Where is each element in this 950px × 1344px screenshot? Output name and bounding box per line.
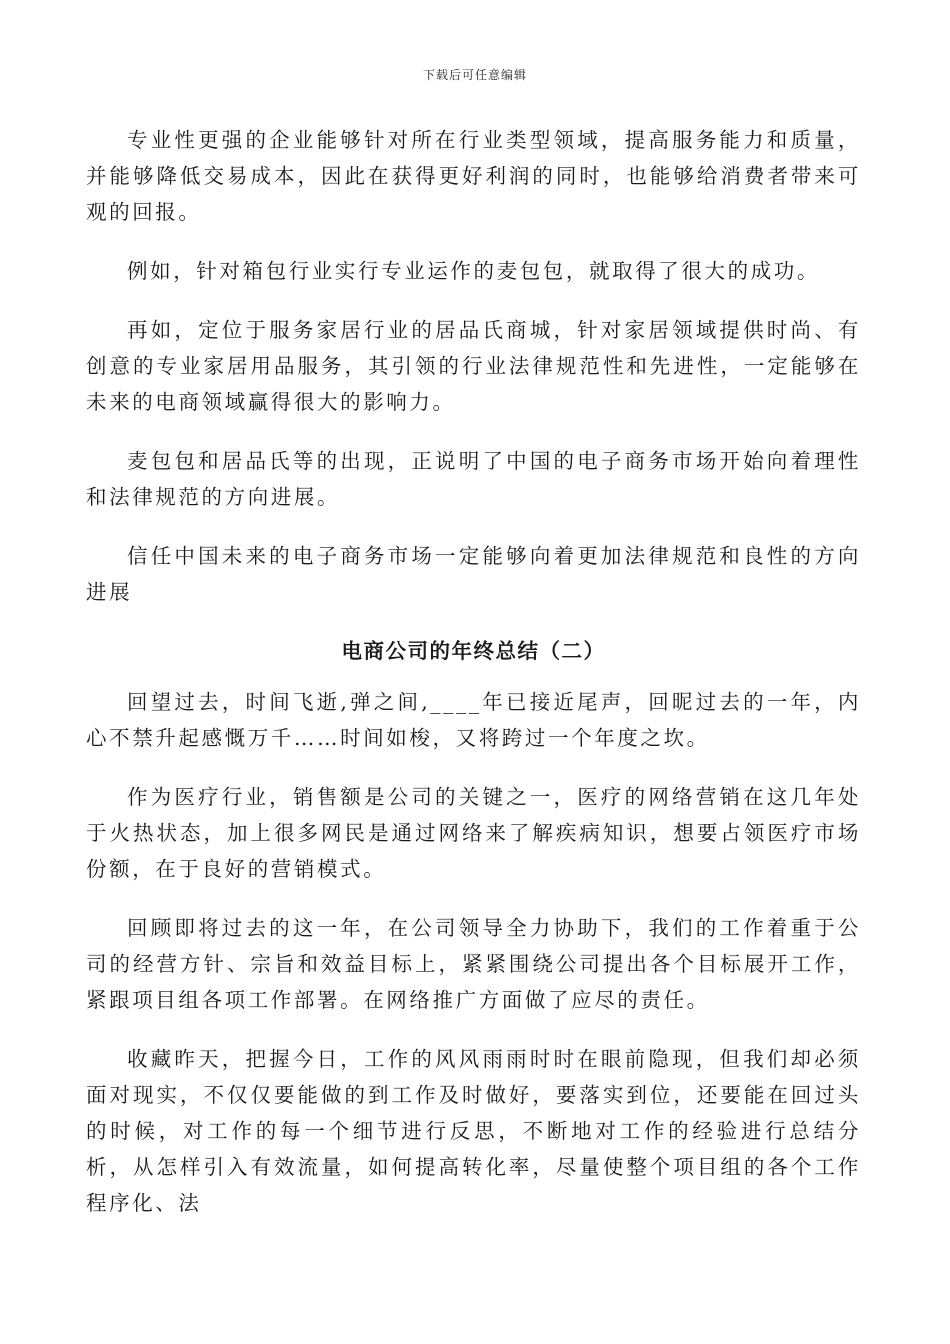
paragraph: 信任中国未来的电子商务市场一定能够向着更加法律规范和良性的方向进展	[86, 544, 861, 604]
page-header-note: 下载后可任意编辑	[422, 68, 527, 82]
paragraph: 作为医疗行业，销售额是公司的关键之一，医疗的网络营销在这几年处于火热状态，加上很多网民是通过网络来了解疾病知识，想要占领医疗市场份额，在于良好的营销模式。	[86, 785, 861, 881]
paragraph: 例如，针对箱包行业实行专业运作的麦包包，就取得了很大的成功。	[127, 259, 820, 283]
paragraph: 回望过去，时间飞逝,弹之间,____年已接近尾声，回昵过去的一年，内心不禁升起感慨万千……时间如梭，又将跨过一个年度之坎。	[86, 690, 861, 750]
paragraph: 麦包包和居品氏等的出现，正说明了中国的电子商务市场开始向着理性和法律规范的方向进展。	[86, 449, 861, 509]
paragraph: 再如，定位于服务家居行业的居品氏商城，针对家居领域提供时尚、有创意的专业家居用品服务，其引领的行业法律规范性和先进性，一定能够在未来的电商领域赢得很大的影响力。	[86, 318, 861, 414]
document-body	[86, 122, 861, 1244]
paragraph: 专业性更强的企业能够针对所在行业类型领域，提高服务能力和质量，并能够降低交易成本，因此在获得更好利润的同时，也能够给消费者带来可观的回报。	[86, 128, 861, 224]
paragraph: 回顾即将过去的这一年，在公司领导全力协助下，我们的工作着重于公司的经营方针、宗旨和效益目标上，紧紧围绕公司提出各个目标展开工作，紧跟项目组各项工作部署。在网络推广方面做了应尽的责任。	[86, 916, 861, 1012]
section-title: 电商公司的年终总结（二）	[341, 639, 606, 663]
paragraph: 收藏昨天，把握今日，工作的风风雨雨时时在眼前隐现，但我们却必须面对现实，不仅仅要能做的到工作及时做好，要落实到位，还要能在回过头的时候，对工作的每一个细节进行反思，不断地对工作的经验进行总结分析，从怎样引入有效流量，如何提高转化率，尽量使整个项目组的各个工作程序化、法	[86, 1047, 861, 1215]
